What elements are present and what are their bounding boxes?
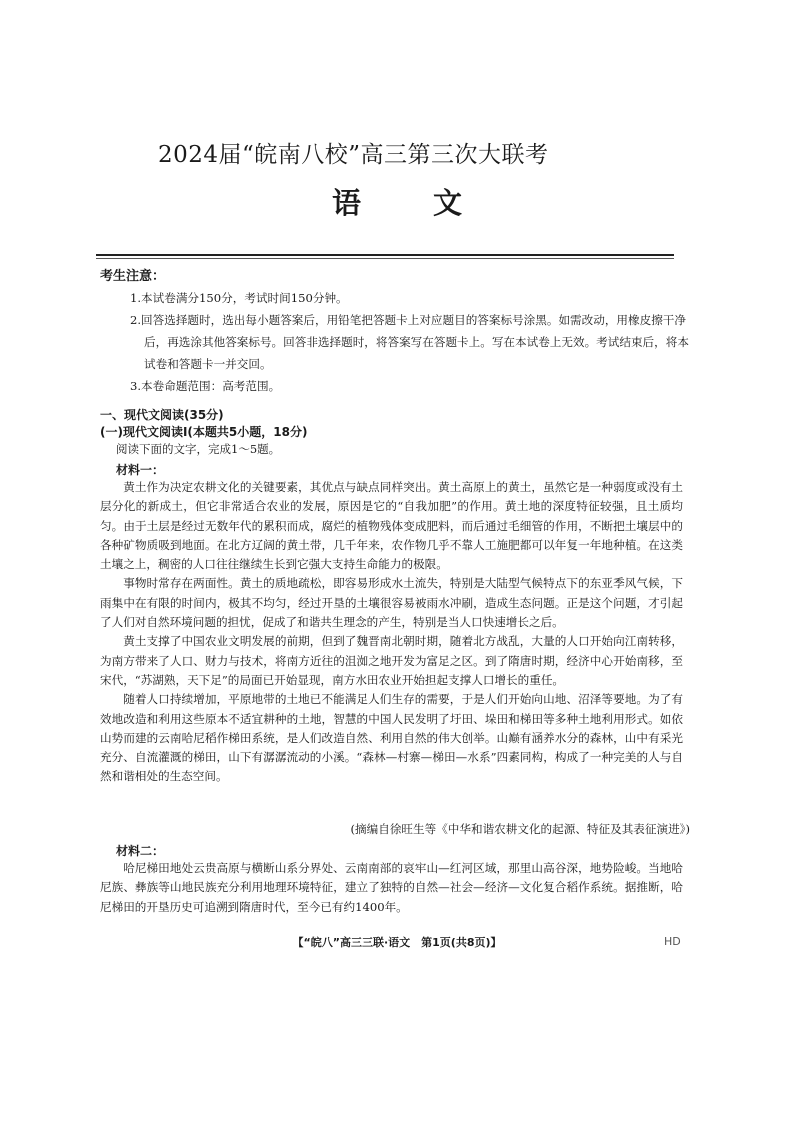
subsection-heading: (一)现代文阅读Ⅰ(本题共5小题，18分)	[100, 425, 308, 439]
paragraph: 事物时常存在两面性。黄土的质地疏松，即容易形成水土流失，特别是大陆型气候特点下的东亚季风气候，下雨集中在有限的时间内，极其不均匀，经过开垦的土壤很容易被雨水冲刷，造成生态问题。正是这个问题，才引起了人们对自然环境问题的担忧，促成了和谐共生理念的产生，特别是当人口快速增长之后。	[100, 576, 683, 630]
notice-item: 3.本卷命题范围：高考范围。	[130, 379, 281, 393]
paragraph: 黄土支撑了中国农业文明发展的前期，但到了魏晋南北朝时期，随着北方战乱，大量的人口开始向江南转移，为南方带来了人口、财力与技术，将南方近往的沮洳之地开发为富足之区。到了隋唐时期，经济中心开始南移，至宋代，“苏湖熟，天下足”的局面已开始显现，南方水田农业开始担起支撑人口增长的重任。	[100, 634, 683, 687]
material-2-body	[100, 859, 683, 917]
paper-code: HD	[664, 935, 681, 948]
exam-title: 2024届“皖南八校”高三第三次大联考	[158, 142, 549, 168]
header-divider	[96, 254, 674, 256]
header-divider-thin	[96, 258, 674, 259]
material-1-body	[100, 478, 683, 787]
subject-title	[0, 181, 794, 222]
paragraph: 随着人口持续增加，平原地带的土地已不能满足人们生存的需要，于是人们开始向山地、沼泽等要地。为了有效地改造和利用这些原本不适宜耕种的土地，智慧的中国人民发明了圩田、垛田和梯田等多种土地利用形式。如依山势而建的云南哈尼稻作梯田系统，是人们改造自然、利用自然的伟大创举。山巅有涵养水分的森林，山中有采光充分、自流灌溉的梯田，山下有潺潺流动的小溪。“森林—村寨—梯田—水系”四素同构，构成了一种完美的人与自然和谐相处的生态空间。	[100, 692, 683, 784]
section-heading: 一、现代文阅读(35分)	[100, 408, 224, 422]
material-1-label: 材料一：	[116, 463, 165, 477]
material-2-label: 材料二：	[116, 844, 165, 858]
material-1-source: (摘编自徐旺生等《中华和谐农耕文化的起源、特征及其表征演进》)	[350, 822, 690, 836]
reading-instruction: 阅读下面的文字，完成1～5题。	[116, 442, 281, 456]
notice-heading: 考生注意：	[100, 269, 166, 284]
page-footer: 【“皖八”高三三联·语文 第1页(共8页)】	[292, 936, 502, 949]
paragraph: 黄土作为决定农耕文化的关键要素，其优点与缺点同样突出。黄土高原上的黄土，虽然它是一种弱度或没有土层分化的新成土，但它非常适合农业的发展，原因是它的“自我加肥”的作用。黄土地的深度特征较强，且土质均匀。由于土层是经过无数年代的累积而成，腐烂的植物残体变成肥料，而后通过毛细管的作用，不断把土壤层中的各种矿物质吸到地面。在北方辽阔的黄土带，几千年来，农作物几乎不靠人工施肥都可以年复一年地种植。在这类土壤之上，稠密的人口往往继续生长到它强大支持生命能力的极限。	[100, 480, 683, 572]
notice-item: 1.本试卷满分150分，考试时间150分钟。	[130, 291, 348, 305]
notice-item: 2.回答选择题时，选出每小题答案后，用铅笔把答题卡上对应题目的答案标号涂黑。如需改动，用橡皮擦干净后，再选涂其他答案标号。回答非选择题时，将答案写在答题卡上。写在本试卷上无效。考试结束后，将本试卷和答题卡一并交回。	[130, 313, 689, 371]
paragraph: 哈尼梯田地处云贵高原与横断山系分界处、云南南部的哀牢山—红河区域，那里山高谷深，地势险峻。当地哈尼族、彝族等山地民族充分利用地理环境特征，建立了独特的自然—社会—经济—文化复合稻作系统。据推断，哈尼梯田的开垦历史可追溯到隋唐时代，至今已有约1400年。	[100, 861, 683, 914]
subject-char-2: 文	[433, 186, 463, 220]
subject-char-1: 语	[331, 186, 361, 220]
notice-list	[130, 287, 690, 397]
